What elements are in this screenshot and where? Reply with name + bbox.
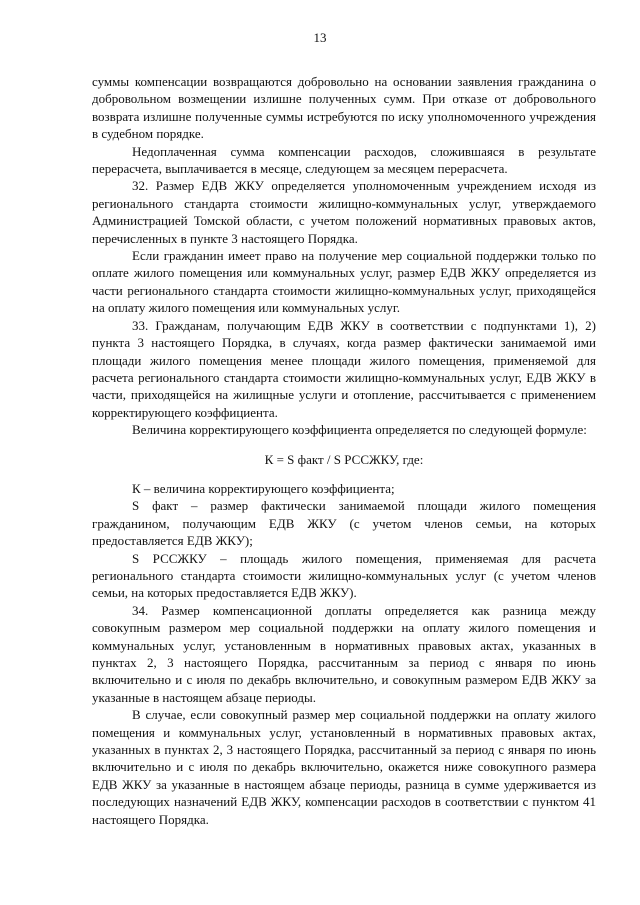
paragraph-k-definition: К – величина корректирующего коэффициента; [132,480,395,496]
paragraph-partial-support: Если гражданин имеет право на получение мер социальной поддержки только по оплате жилого помещения или коммунальных услуг, размер ЕДВ ЖКУ определяется из части регионального стандарта стоимости жилищно-коммунальных услуг, приходящейся на оплату жилого помещения или коммунальных услуг. [92,248,596,316]
document-body [92,73,596,828]
paragraph-item-33: 33. Гражданам, получающим ЕДВ ЖКУ в соответствии с подпунктами 1), 2) пункта 3 настоящего Порядка, в случаях, когда размер фактически занимаемой ими площади жилого помещения менее площади жилого помещения, применяемой для расчета регионального стандарта стоимости жилищно-коммунальных услуг, ЕДВ ЖКУ в части, приходящейся на жилищные услуги и отопление, рассчитывается с применением корректирующего коэффициента. [92,317,596,420]
coefficient-formula: К = S факт / S РССЖКУ, где: [264,451,424,467]
page-number: 13 [313,30,327,45]
paragraph-item-34: 34. Размер компенсационной доплаты определяется как разница между совокупным размером мер социальной поддержки на оплату жилого помещения и коммунальных услуг, установленным в нормативных правовых актах, указанных в пунктах 2, 3 настоящего Порядка, рассчитанным за период с января по июнь включительно и с июля по декабрь включительно, и совокупным размером ЕДВ ЖКУ за указанные в настоящем абзаце периоды. [92,602,596,705]
paragraph-s-fact-definition: S факт – размер фактически занимаемой площади жилого помещения гражданином, получающим ЕДВ ЖКУ (с учетом членов семьи, на которых предоставляется ЕДВ ЖКУ); [92,498,596,549]
paragraph-underpaid-compensation: Недоплаченная сумма компенсации расходов, сложившаяся в результате перерасчета, выплачивается в месяце, следующем за месяцем перерасчета. [92,143,596,177]
paragraph-coefficient-intro: Величина корректирующего коэффициента определяется по следующей формуле: [132,422,587,438]
paragraph-s-rssjku-definition: S РССЖКУ – площадь жилого помещения, применяемая для расчета регионального стандарта стоимости жилищно-коммунальных услуг (с учетом членов семьи, на которых предоставляется ЕДВ ЖКУ). [92,550,596,601]
paragraph-withholding: В случае, если совокупный размер мер социальной поддержки на оплату жилого помещения и коммунальных услуг, установленный в нормативных правовых актах, указанных в пунктах 2, 3 настоящего Порядка, рассчитанный за период с января по июнь включительно и с июля по декабрь включительно, окажется ниже совокупного размера ЕДВ ЖКУ за указанные в настоящем абзаце периоды, разница в сумме удерживается из последующих назначений ЕДВ ЖКУ, компенсации расходов в соответствии с пунктом 41 настоящего Порядка. [92,707,596,827]
paragraph-item-32: 32. Размер ЕДВ ЖКУ определяется уполномоченным учреждением исходя из регионального стандарта стоимости жилищно-коммунальных услуг, утверждаемого Администрацией Томской области, с учетом положений нормативных правовых актов, перечисленных в пункте 3 настоящего Порядка. [92,178,596,246]
paragraph-refund-continuation: суммы компенсации возвращаются добровольно на основании заявления гражданина о добровольном возмещении излишне полученных сумм. При отказе от добровольного возврата излишне полученные суммы истребуются по иску уполномоченного учреждения в судебном порядке. [92,74,596,142]
